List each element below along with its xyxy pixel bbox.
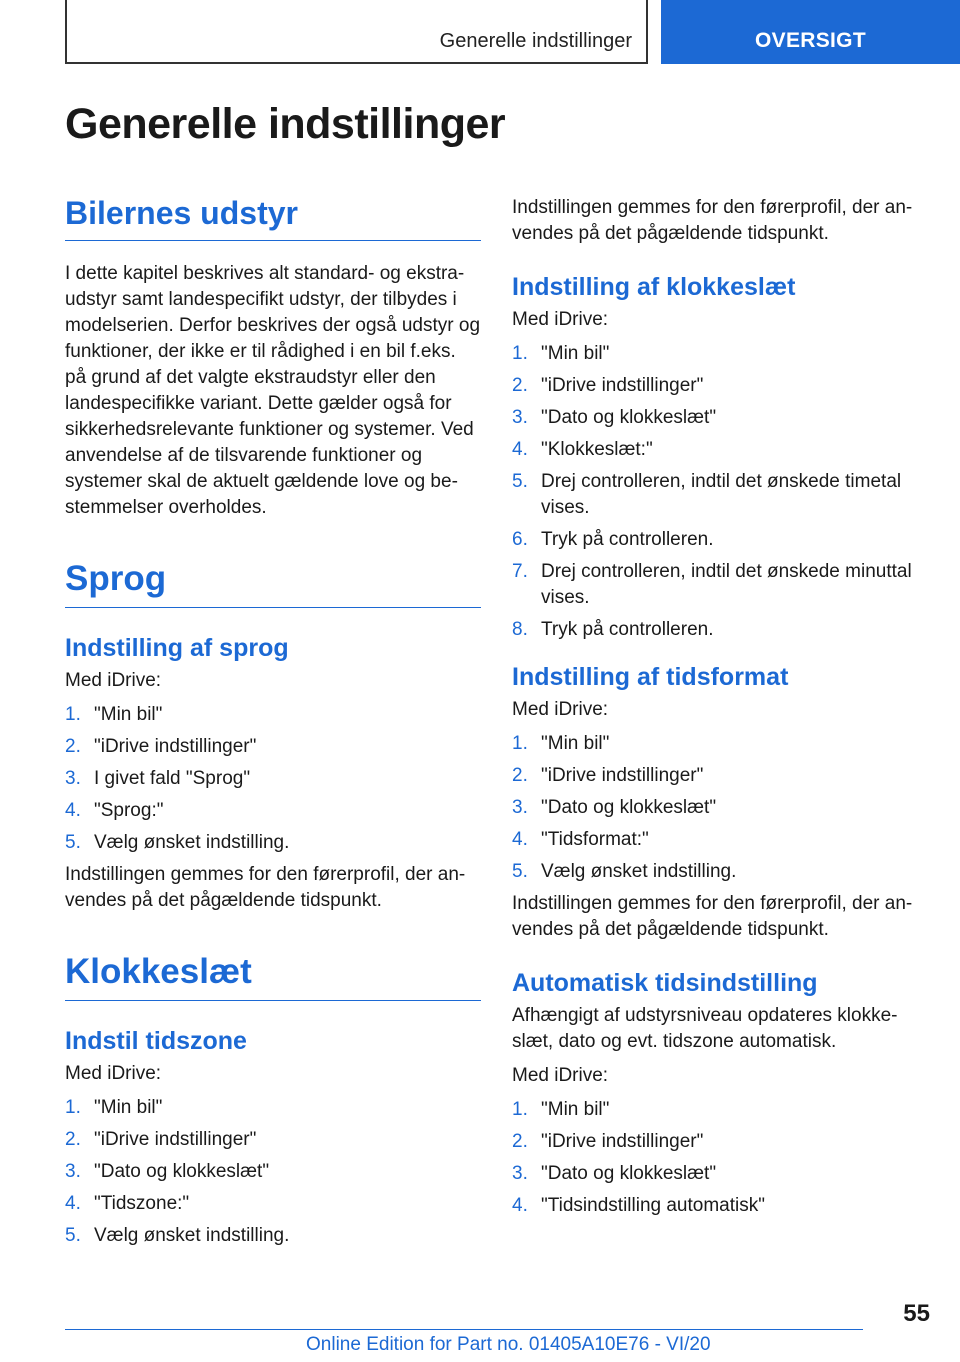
header-section-title: Generelle indstillinger — [439, 30, 632, 52]
overview-tab[interactable] — [661, 0, 960, 64]
timezone-steps — [65, 1095, 481, 1249]
step-text: "Min bil" — [94, 1097, 163, 1118]
step-number: 3. — [65, 1161, 81, 1182]
list-item — [65, 1127, 481, 1153]
list-item — [65, 830, 481, 856]
step-text: "iDrive indstillinger" — [541, 375, 704, 396]
language-steps — [65, 702, 481, 856]
left-column — [65, 195, 481, 1255]
list-item — [512, 1097, 917, 1123]
step-number: 1. — [512, 343, 528, 364]
step-text: I givet fald "Sprog" — [94, 768, 251, 789]
subheading-indstilling-af-tidsformat: Indstilling af tidsformat — [512, 663, 789, 691]
list-item — [512, 405, 917, 431]
step-number: 2. — [65, 1129, 81, 1150]
list-item — [512, 469, 917, 521]
step-text: "iDrive indstillinger" — [541, 765, 704, 786]
timezone-note: Indstillingen gemmes for den førerprofil, der anvendes på det pågældende tidspunkt. — [512, 197, 913, 244]
heading-sprog: Sprog — [65, 559, 481, 608]
step-text: Drej controlleren, indtil det ønskede timetal vises. — [541, 471, 902, 518]
list-item — [512, 795, 917, 821]
step-number: 8. — [512, 619, 528, 640]
timezone-intro: Med iDrive: — [65, 1063, 162, 1084]
step-text: Drej controlleren, indtil det ønskede minuttal vises. — [541, 561, 912, 608]
step-text: "Tidszone:" — [94, 1193, 190, 1214]
list-item — [512, 859, 917, 885]
step-text: "Tidsindstilling automatisk" — [541, 1195, 765, 1216]
step-text: "iDrive indstillinger" — [541, 1131, 704, 1152]
clock-steps — [512, 341, 917, 643]
step-number: 3. — [512, 407, 528, 428]
list-item — [65, 734, 481, 760]
overview-tab-label: OVERSIGT — [755, 29, 866, 52]
autotime-steps — [512, 1097, 917, 1219]
list-item — [512, 437, 917, 463]
list-item — [512, 1161, 917, 1187]
timeformat-note: Indstillingen gemmes for den førerprofil, der anvendes på det pågældende tidspunkt. — [512, 893, 913, 940]
step-number: 4. — [512, 829, 528, 850]
step-number: 4. — [512, 439, 528, 460]
page-title: Generelle indstillinger — [65, 100, 506, 148]
step-text: "Klokkeslæt:" — [541, 439, 653, 460]
language-intro: Med iDrive: — [65, 670, 162, 691]
list-item — [512, 559, 917, 611]
header-section-box — [65, 0, 648, 64]
footer-divider — [65, 1329, 863, 1330]
step-number: 4. — [512, 1195, 528, 1216]
step-text: Vælg ønsket indstilling. — [94, 1225, 290, 1246]
step-number: 2. — [512, 1131, 528, 1152]
step-number: 5. — [65, 1225, 81, 1246]
list-item — [65, 1191, 481, 1217]
heading-bilernes-udstyr: Bilernes udstyr — [65, 195, 481, 241]
subheading-indstilling-af-klokkeslaet: Indstilling af klokkeslæt — [512, 273, 796, 301]
list-item — [512, 1193, 917, 1219]
list-item — [65, 702, 481, 728]
step-text: "Min bil" — [541, 343, 610, 364]
step-text: "iDrive indstillinger" — [94, 736, 257, 757]
step-number: 5. — [512, 471, 528, 492]
list-item — [512, 373, 917, 399]
step-number: 7. — [512, 561, 528, 582]
step-number: 4. — [65, 1193, 81, 1214]
step-text: "Dato og klokkeslæt" — [541, 407, 717, 428]
list-item — [65, 1095, 481, 1121]
step-text: "Min bil" — [541, 1099, 610, 1120]
step-number: 4. — [65, 800, 81, 821]
footer-edition: Online Edition for Part no. 01405A10E76 - VI/20 — [306, 1334, 711, 1355]
step-text: Vælg ønsket indstilling. — [94, 832, 290, 853]
list-item — [65, 1223, 481, 1249]
step-number: 2. — [512, 375, 528, 396]
step-number: 1. — [65, 1097, 81, 1118]
heading-klokkeslaet: Klokkeslæt — [65, 952, 481, 1001]
step-number: 5. — [512, 861, 528, 882]
step-number: 2. — [512, 765, 528, 786]
clock-intro: Med iDrive: — [512, 309, 609, 330]
subheading-indstilling-af-sprog: Indstilling af sprog — [65, 634, 289, 662]
list-item — [512, 827, 917, 853]
list-item — [512, 617, 917, 643]
step-number: 1. — [65, 704, 81, 725]
step-text: "Dato og klokkeslæt" — [541, 797, 717, 818]
timeformat-intro: Med iDrive: — [512, 699, 609, 720]
step-text: Vælg ønsket indstilling. — [541, 861, 737, 882]
step-text: Tryk på controlleren. — [541, 529, 714, 550]
autotime-body: Afhængigt af udstyrsniveau opdateres klokkeslæt, dato og evt. tidszone automatisk. — [512, 1005, 898, 1052]
step-number: 1. — [512, 733, 528, 754]
subheading-indstil-tidszone: Indstil tidszone — [65, 1027, 247, 1055]
list-item — [512, 341, 917, 367]
step-text: "iDrive indstillinger" — [94, 1129, 257, 1150]
list-item — [65, 1159, 481, 1185]
autotime-intro: Med iDrive: — [512, 1065, 609, 1086]
step-text: "Dato og klokkeslæt" — [541, 1163, 717, 1184]
step-number: 3. — [512, 797, 528, 818]
step-text: "Dato og klokkeslæt" — [94, 1161, 270, 1182]
right-column — [512, 195, 917, 1225]
step-text: "Min bil" — [541, 733, 610, 754]
step-text: "Tidsformat:" — [541, 829, 649, 850]
page-number: 55 — [903, 1300, 930, 1327]
list-item — [65, 766, 481, 792]
step-text: "Min bil" — [94, 704, 163, 725]
step-number: 6. — [512, 529, 528, 550]
language-note: Indstillingen gemmes for den førerprofil, der anvendes på det pågældende tidspunkt. — [65, 864, 466, 911]
step-text: Tryk på controlleren. — [541, 619, 714, 640]
step-number: 1. — [512, 1099, 528, 1120]
step-number: 3. — [65, 768, 81, 789]
list-item — [512, 763, 917, 789]
list-item — [512, 731, 917, 757]
list-item — [512, 1129, 917, 1155]
list-item — [65, 798, 481, 824]
step-number: 5. — [65, 832, 81, 853]
step-text: "Sprog:" — [94, 800, 164, 821]
equipment-paragraph: I dette kapitel beskrives alt standard- og ekstraudstyr samt landespecifikt udstyr, der tilbydes i modelserien. Derfor beskrives der også udstyr og funktioner, der ikke er til rådighed i en bil f.eks. på grund af det valgte ekstraudstyr eller den landespecifikke variant. Dette gælder også for sikkerhedsrelevante funktioner og systemer. Ved anvendelse af de tilsvarende funktioner og systemer skal de aktuelt gældende love og bestemmelser overholdes. — [65, 263, 481, 518]
list-item — [512, 527, 917, 553]
timeformat-steps — [512, 731, 917, 885]
step-number: 2. — [65, 736, 81, 757]
subheading-automatisk-tidsindstilling: Automatisk tidsindstilling — [512, 969, 818, 997]
step-number: 3. — [512, 1163, 528, 1184]
